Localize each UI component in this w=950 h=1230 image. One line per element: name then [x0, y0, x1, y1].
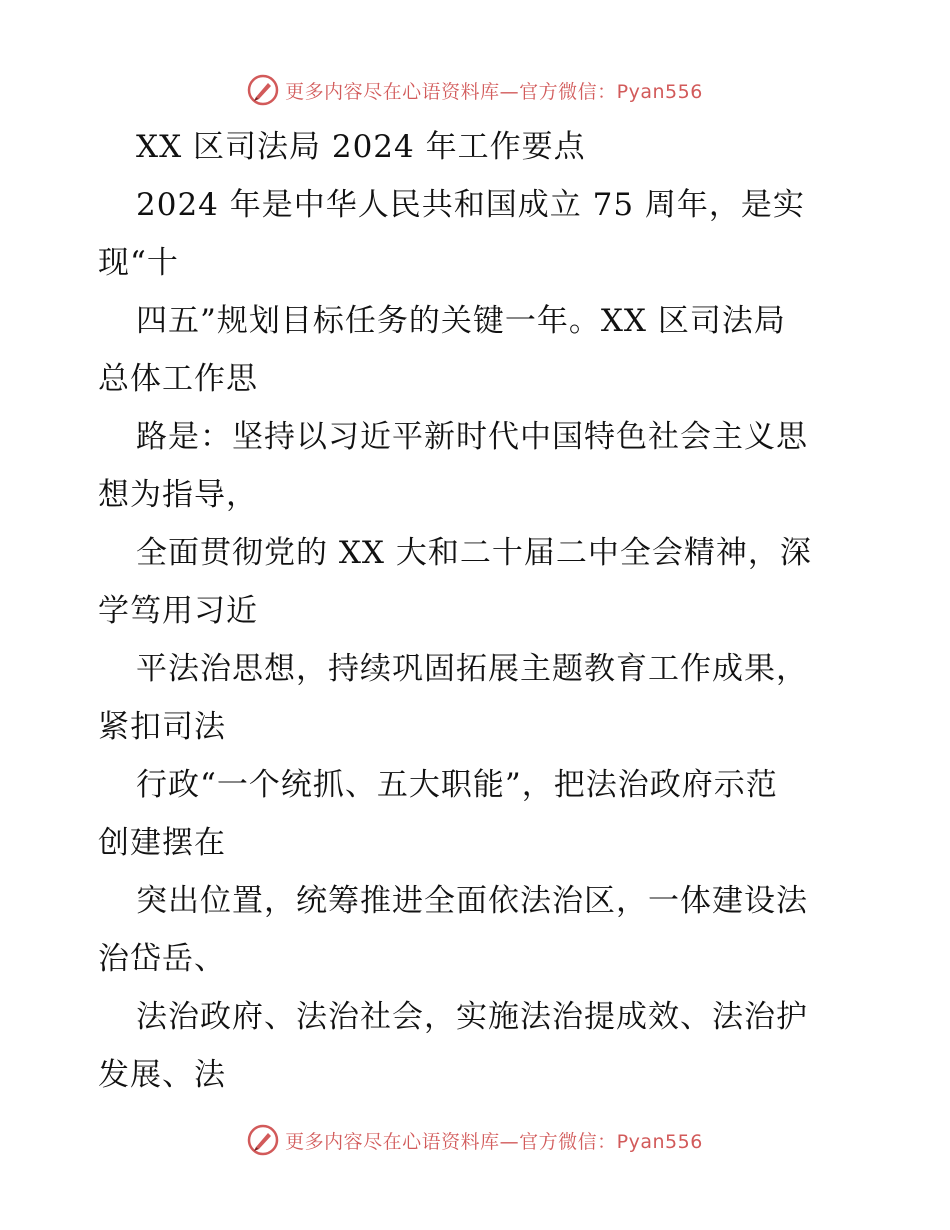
pen-logo-icon: [247, 1124, 279, 1156]
doc-line: 想为指导，: [98, 477, 258, 513]
doc-line: 平法治思想，持续巩固拓展主题教育工作成果，: [136, 651, 808, 687]
doc-line: 2024 年是中华人民共和国成立 75 周年，是实: [136, 187, 805, 223]
doc-line: 路是：坚持以习近平新时代中国特色社会主义思: [136, 419, 808, 455]
doc-line: 治岱岳、: [98, 941, 226, 977]
doc-title: XX 区司法局 2024 年工作要点: [136, 129, 586, 165]
doc-line: 突出位置，统筹推进全面依法治区，一体建设法: [136, 883, 808, 919]
doc-line: 总体工作思: [98, 361, 258, 397]
watermark-text: 更多内容尽在心语资料库—官方微信：Pyan556: [285, 80, 703, 103]
watermark-header: [0, 70, 950, 110]
doc-line: 学笃用习近: [98, 593, 258, 629]
doc-line: 发展、法: [98, 1057, 226, 1093]
doc-line: 全面贯彻党的 XX 大和二十届二中全会精神，深: [136, 535, 812, 571]
doc-line: 法治政府、法治社会，实施法治提成效、法治护: [136, 999, 808, 1035]
watermark-text: 更多内容尽在心语资料库—官方微信：Pyan556: [285, 1130, 703, 1153]
doc-line: 创建摆在: [98, 825, 226, 861]
doc-line: 行政“一个统抓、五大职能”，把法治政府示范: [136, 767, 778, 803]
pen-logo-icon: [247, 74, 279, 106]
doc-line: 四五”规划目标任务的关键一年。XX 区司法局: [136, 303, 786, 339]
document-body: [98, 118, 858, 1104]
doc-line: 紧扣司法: [98, 709, 226, 745]
watermark-footer: [0, 1120, 950, 1160]
doc-line: 现“十: [98, 245, 179, 281]
